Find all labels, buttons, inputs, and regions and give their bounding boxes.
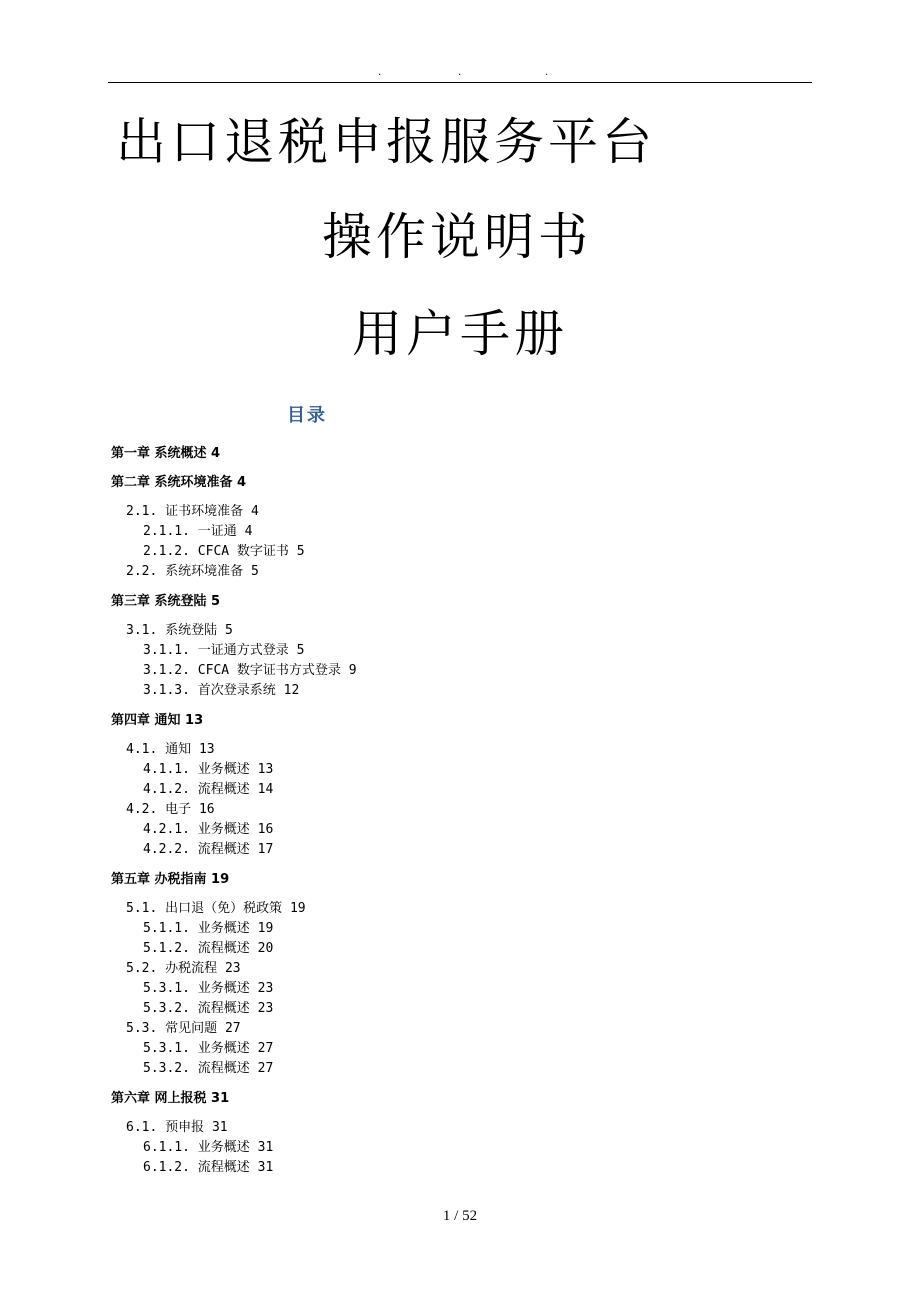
header-mark: . (458, 67, 462, 78)
toc-section[interactable]: 2.2. 系统环境准备 5 (126, 564, 259, 579)
toc-section[interactable]: 4.2. 电子 16 (126, 802, 215, 817)
document-subtitle-2: 用户手册 (352, 305, 568, 363)
toc-subsection[interactable]: 5.3.1. 业务概述 27 (143, 1041, 274, 1056)
header-mark: . (545, 67, 549, 78)
toc-section[interactable]: 3.1. 系统登陆 5 (126, 623, 233, 638)
toc-subsection[interactable]: 5.3.1. 业务概述 23 (143, 981, 274, 996)
toc-subsection[interactable]: 6.1.2. 流程概述 31 (143, 1160, 274, 1175)
toc-section[interactable]: 2.1. 证书环境准备 4 (126, 504, 259, 519)
toc-chapter[interactable]: 第四章 通知 13 (111, 713, 204, 728)
document-subtitle: 操作说明书 (322, 208, 592, 266)
page-number: 1 / 52 (442, 1208, 478, 1224)
toc-chapter[interactable]: 第五章 办税指南 19 (111, 872, 230, 887)
toc-subsection[interactable]: 4.2.1. 业务概述 16 (143, 822, 274, 837)
toc-subsection[interactable]: 5.1.1. 业务概述 19 (143, 921, 274, 936)
toc-chapter[interactable]: 第六章 网上报税 31 (111, 1091, 230, 1106)
header-marks (108, 66, 812, 80)
toc-section[interactable]: 5.2. 办税流程 23 (126, 961, 241, 976)
toc-subsection[interactable]: 3.1.3. 首次登录系统 12 (143, 683, 300, 698)
toc-subsection[interactable]: 6.1.1. 业务概述 31 (143, 1140, 274, 1155)
toc-subsection[interactable]: 4.1.1. 业务概述 13 (143, 762, 274, 777)
toc-section[interactable]: 5.3. 常见问题 27 (126, 1021, 241, 1036)
toc-subsection[interactable]: 2.1.1. 一证通 4 (143, 524, 253, 539)
toc-subsection[interactable]: 3.1.1. 一证通方式登录 5 (143, 643, 305, 658)
toc-subsection[interactable]: 4.1.2. 流程概述 14 (143, 782, 274, 797)
header-mark: . (378, 67, 382, 78)
toc-chapter[interactable]: 第二章 系统环境准备 4 (111, 475, 247, 490)
toc-subsection[interactable]: 5.1.2. 流程概述 20 (143, 941, 274, 956)
toc-chapter[interactable]: 第一章 系统概述 4 (111, 446, 221, 461)
toc-section[interactable]: 6.1. 预申报 31 (126, 1120, 228, 1135)
toc-subsection[interactable]: 2.1.2. CFCA 数字证书 5 (143, 544, 305, 559)
toc-section[interactable]: 4.1. 通知 13 (126, 742, 215, 757)
toc-subsection[interactable]: 3.1.2. CFCA 数字证书方式登录 9 (143, 663, 357, 678)
toc-subsection[interactable]: 4.2.2. 流程概述 17 (143, 842, 274, 857)
toc-section[interactable]: 5.1. 出口退（免）税政策 19 (126, 901, 306, 916)
document-title: 出口退税申报服务平台 (116, 113, 656, 171)
toc-subsection[interactable]: 5.3.2. 流程概述 23 (143, 1001, 274, 1016)
toc-subsection[interactable]: 5.3.2. 流程概述 27 (143, 1061, 274, 1076)
toc-heading: 目录 (287, 405, 327, 426)
header-rule (108, 82, 812, 83)
toc-chapter[interactable]: 第三章 系统登陆 5 (111, 594, 221, 609)
